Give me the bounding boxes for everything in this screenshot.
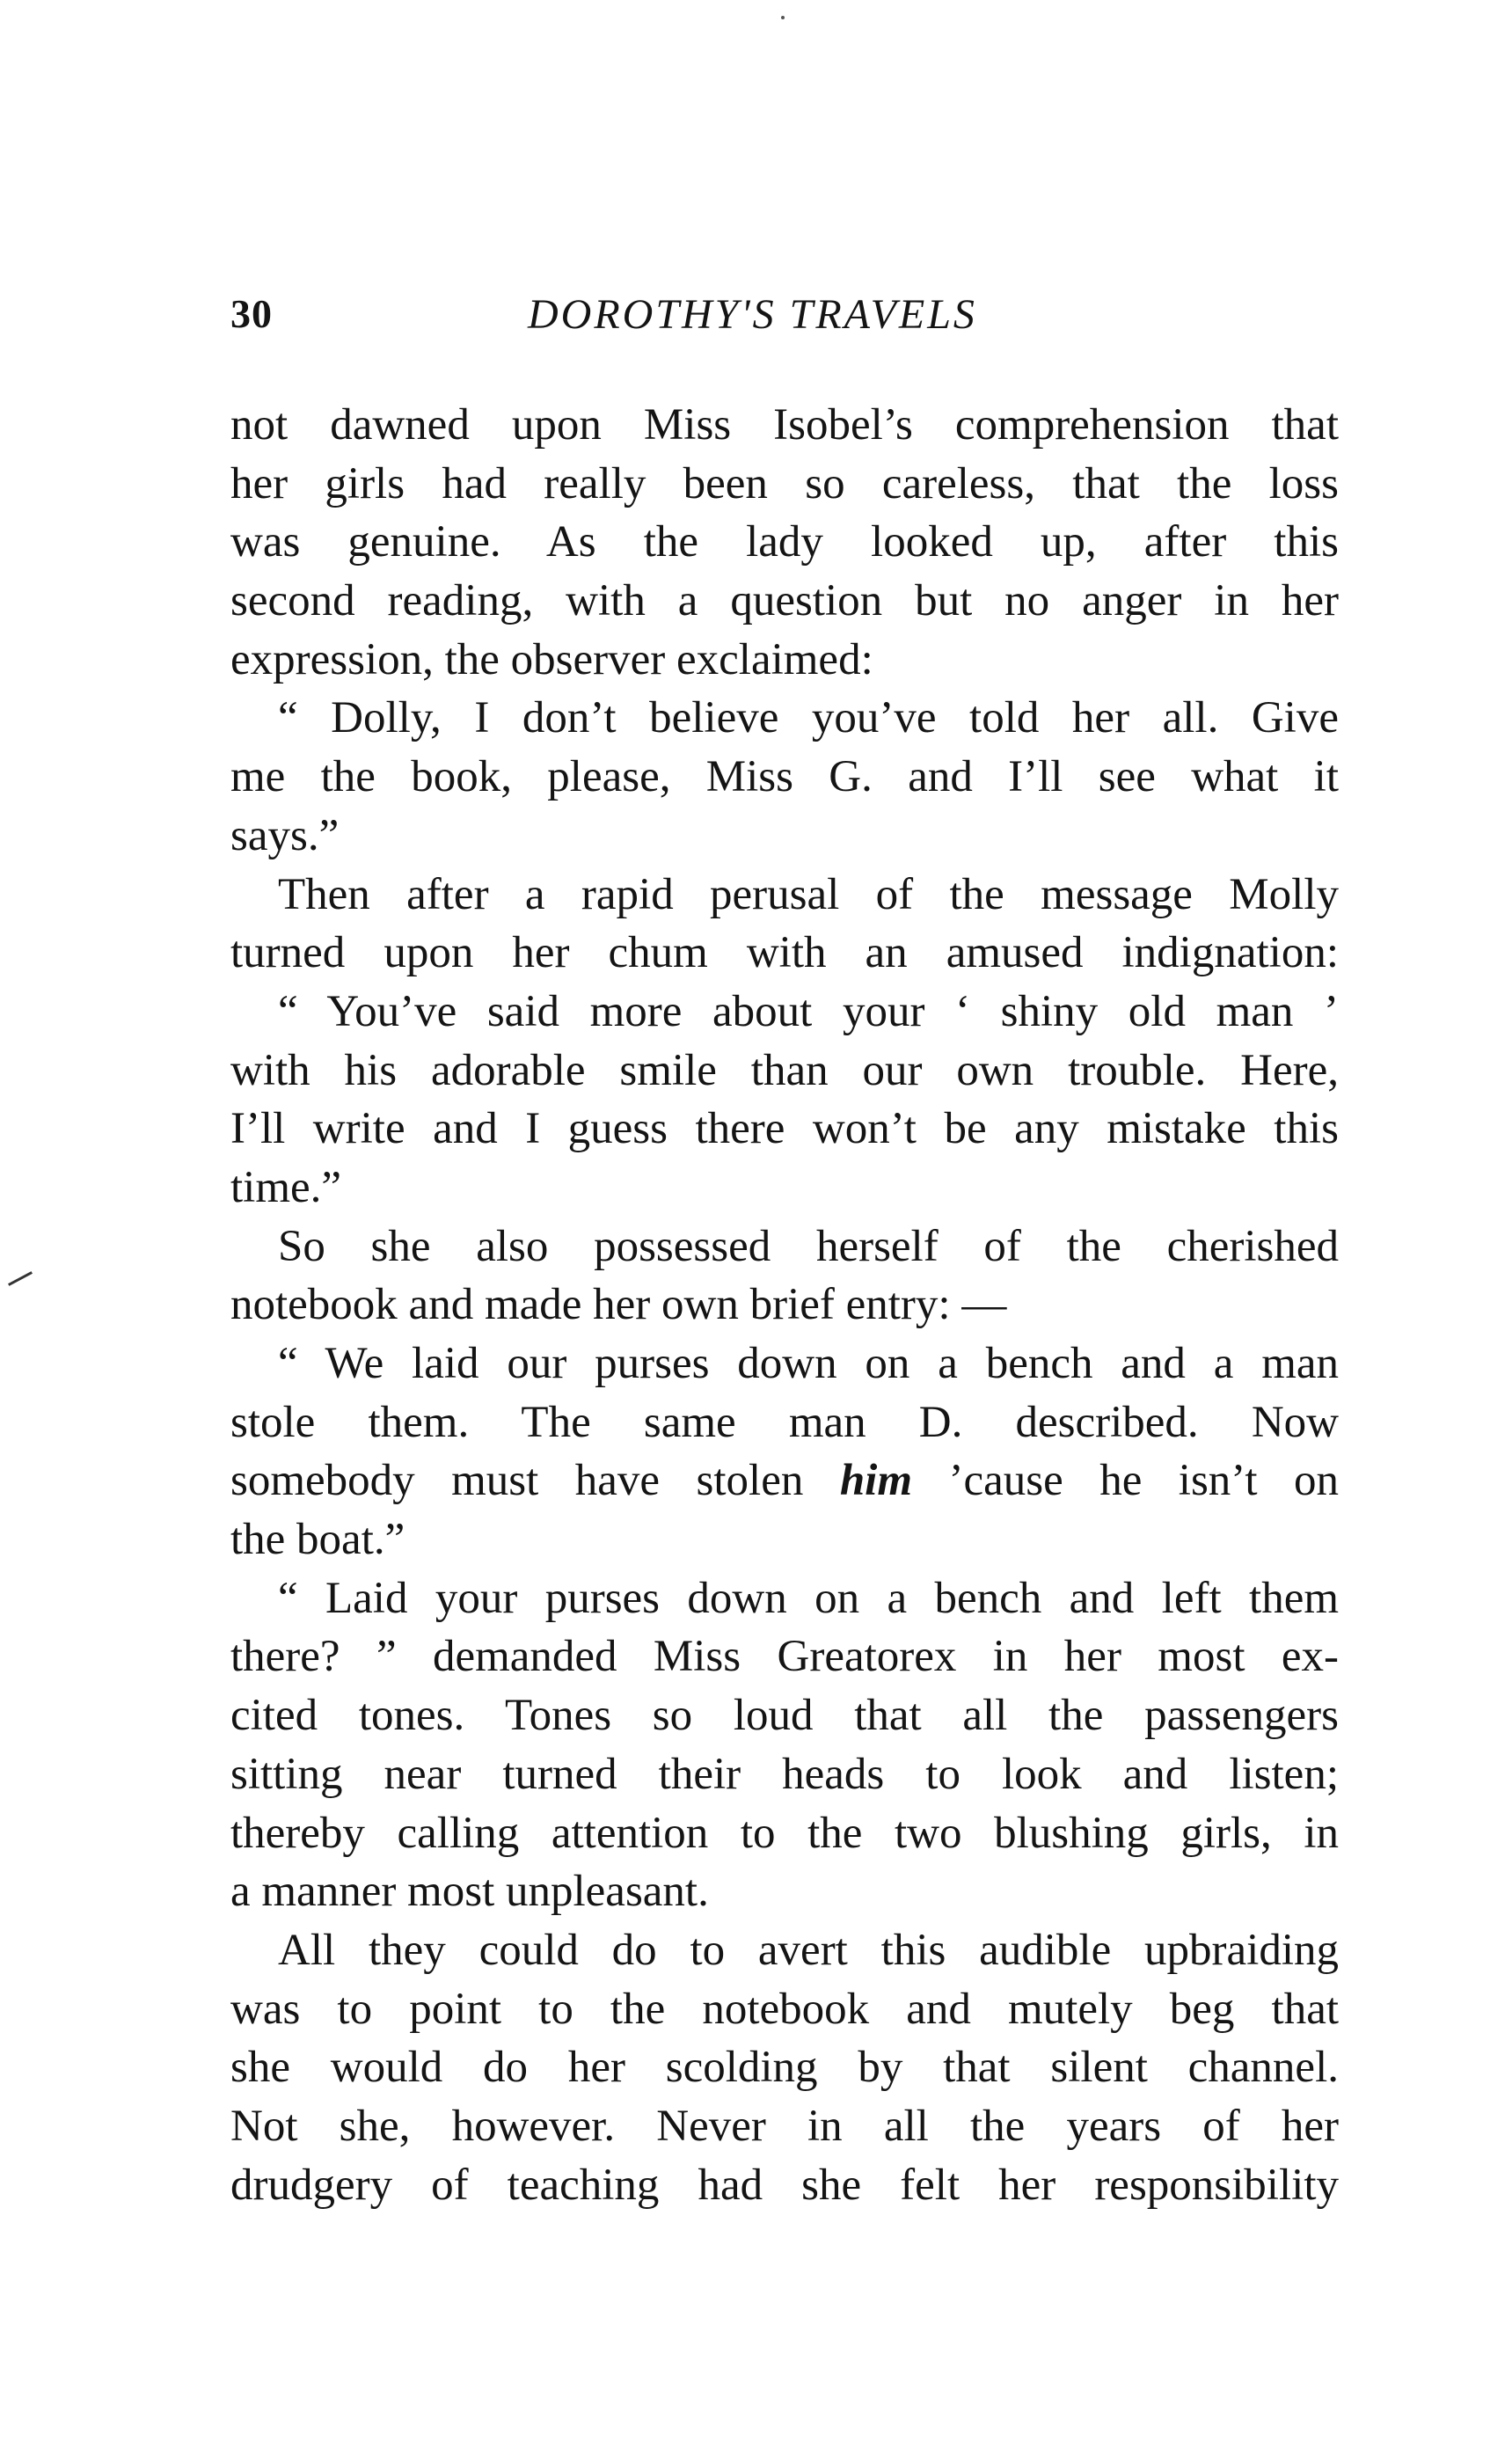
text-line: sitting near turned their heads to look and listen; <box>230 1749 1339 1799</box>
text-line: “ You’ve said more about your ‘ shiny old man ’ <box>278 986 1339 1036</box>
body-text <box>230 396 1339 2214</box>
running-title: DOROTHY'S TRAVELS <box>528 291 977 338</box>
text-line: says.” <box>230 810 340 860</box>
text-line: me the book, please, Miss G. and I’ll see what it <box>230 752 1339 802</box>
text-line: she would do her scolding by that silent channel. <box>230 2043 1339 2093</box>
text-line: there? ” demanded Miss Greatorex in her most ex- <box>230 1632 1339 1682</box>
text-line: expression, the observer exclaimed: <box>230 634 873 684</box>
text-line: I’ll write and I guess there won’t be any mistake this <box>230 1104 1339 1154</box>
margin-pencil-mark <box>8 1271 33 1286</box>
text-line: drudgery of teaching had she felt her responsibility <box>230 2160 1339 2210</box>
text-line: All they could do to avert this audible upbraiding <box>278 1925 1339 1975</box>
text-line-with-emphasis <box>230 1452 1339 1510</box>
text-line: a manner most unpleasant. <box>230 1867 709 1917</box>
text-line: her girls had really been so careless, that the loss <box>230 458 1339 508</box>
text-line: Then after a rapid perusal of the message Molly <box>278 869 1339 919</box>
text-line: not dawned upon Miss Isobel’s comprehension that <box>230 400 1339 450</box>
text-line: time.” <box>230 1162 342 1212</box>
text-line: the boat.” <box>230 1515 405 1565</box>
page-header <box>230 290 1339 352</box>
text-line: cited tones. Tones so loud that all the passengers <box>230 1691 1339 1741</box>
text-line: So she also possessed herself of the cherished <box>278 1221 1339 1271</box>
text-line: with his adorable smile than our own trouble. Here, <box>230 1045 1339 1095</box>
text-line: second reading, with a question but no anger in her <box>230 576 1339 626</box>
text-line: stole them. The same man D. described. Now <box>230 1397 1339 1447</box>
text-segment: ’cause he isn’t on <box>912 1456 1340 1506</box>
text-line: thereby calling attention to the two blushing girls, in <box>230 1808 1339 1858</box>
text-segment: somebody must have stolen <box>230 1456 840 1506</box>
text-line: “ We laid our purses down on a bench and a man <box>278 1339 1339 1388</box>
page-number: 30 <box>230 291 273 336</box>
text-line: notebook and made her own brief entry: — <box>230 1280 1007 1330</box>
emphasized-word: him <box>839 1456 913 1506</box>
text-line: “ Laid your purses down on a bench and left them <box>278 1573 1339 1623</box>
text-line: turned upon her chum with an amused indignation: <box>230 928 1339 978</box>
text-line: Not she, however. Never in all the years of her <box>230 2101 1339 2151</box>
text-line: was genuine. As the lady looked up, after this <box>230 517 1339 567</box>
text-line: “ Dolly, I don’t believe you’ve told her all. Give <box>278 693 1339 743</box>
ink-speck <box>781 16 785 19</box>
text-line: was to point to the notebook and mutely beg that <box>230 1984 1339 2034</box>
